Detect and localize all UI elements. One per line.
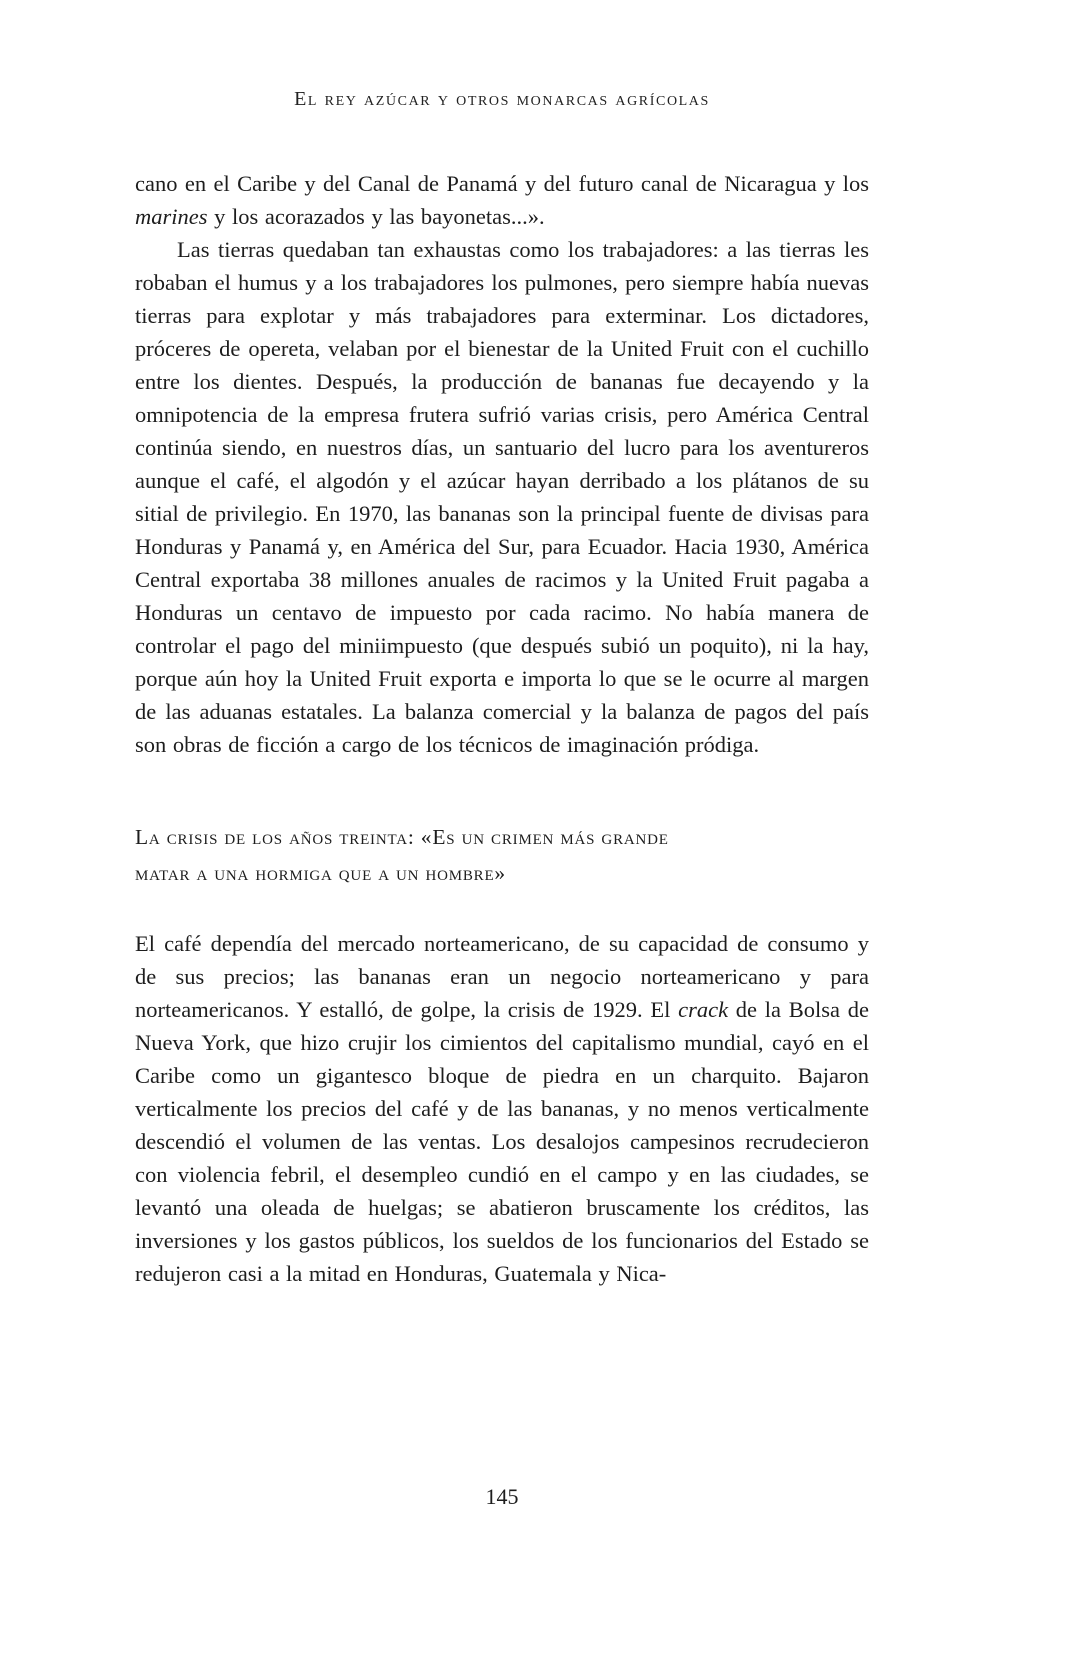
running-head: El rey azúcar y otros monarcas agrícolas — [294, 88, 710, 110]
italic-word-marines: marines — [135, 204, 208, 229]
paragraph-body — [135, 927, 869, 1290]
section-heading-line-1: La crisis de los años treinta: «Es un crimen más grande — [135, 825, 669, 849]
paragraph-text-segment: y los acorazados y las bayonetas...». — [207, 204, 545, 229]
page-number: 145 — [485, 1484, 519, 1509]
italic-word-crack: crack — [678, 997, 729, 1022]
section-heading — [135, 819, 869, 891]
text-column — [135, 0, 869, 1290]
paragraph-text-segment: El café dependía del mercado norteamericano, de su capacidad de consumo y de sus precios; las bananas eran un negocio norteamericano y para norteamericanos. Y estalló, de golpe, la crisis de 1929. El — [135, 931, 869, 1022]
section-heading-line-2: matar a una hormiga que a un hombre» — [135, 861, 506, 885]
paragraph-continuation — [135, 167, 869, 233]
paragraph-body: Las tierras quedaban tan exhaustas como los trabajadores: a las tierras les robaban el humus y a los trabajadores los pulmones, pero siempre había nuevas tierras para explotar y más trabajadores para exterminar. Los dictadores, próceres de opereta, velaban por el bienestar de la United Fruit con el cuchillo entre los dientes. Después, la producción de bananas fue decayendo y la omnipotencia de la empresa frutera sufrió varias crisis, pero América Central continúa siendo, en nuestros días, un santuario del lucro para los aventureros aunque el café, el algodón y el azúcar hayan derribado a los plátanos de su sitial de privilegio. En 1970, las bananas son la principal fuente de divisas para Honduras y Panamá y, en América del Sur, para Ecuador. Hacia 1930, América Central exportaba 38 millones anuales de racimos y la United Fruit pagaba a Honduras un centavo de impuesto por cada racimo. No había manera de controlar el pago del miniimpuesto (que después subió un poquito), ni la hay, porque aún hoy la United Fruit exporta e importa lo que se le ocurre al margen de las aduanas estatales. La balanza comercial y la balanza de pagos del país son obras de ficción a cargo de los técnicos de imaginación pródiga. — [135, 237, 869, 757]
paragraph-text-segment: de la Bolsa de Nueva York, que hizo crujir los cimientos del capitalismo mundial, cayó en el Caribe como un gigantesco bloque de piedra en un charquito. Bajaron verticalmente los precios del café y de las bananas, y no menos verticalmente descendió el volumen de las ventas. Los desalojos campesinos recrudecieron con violencia febril, el desempleo cundió en el campo y en las ciudades, se levantó una oleada de huelgas; se abatieron bruscamente los créditos, las inversiones y los gastos públicos, los sueldos de los funcionarios del Estado se redujeron casi a la mitad en Honduras, Guatemala y Nica- — [135, 997, 869, 1286]
paragraph-text-segment: cano en el Caribe y del Canal de Panamá y del futuro canal de Nicaragua y los — [135, 171, 869, 196]
